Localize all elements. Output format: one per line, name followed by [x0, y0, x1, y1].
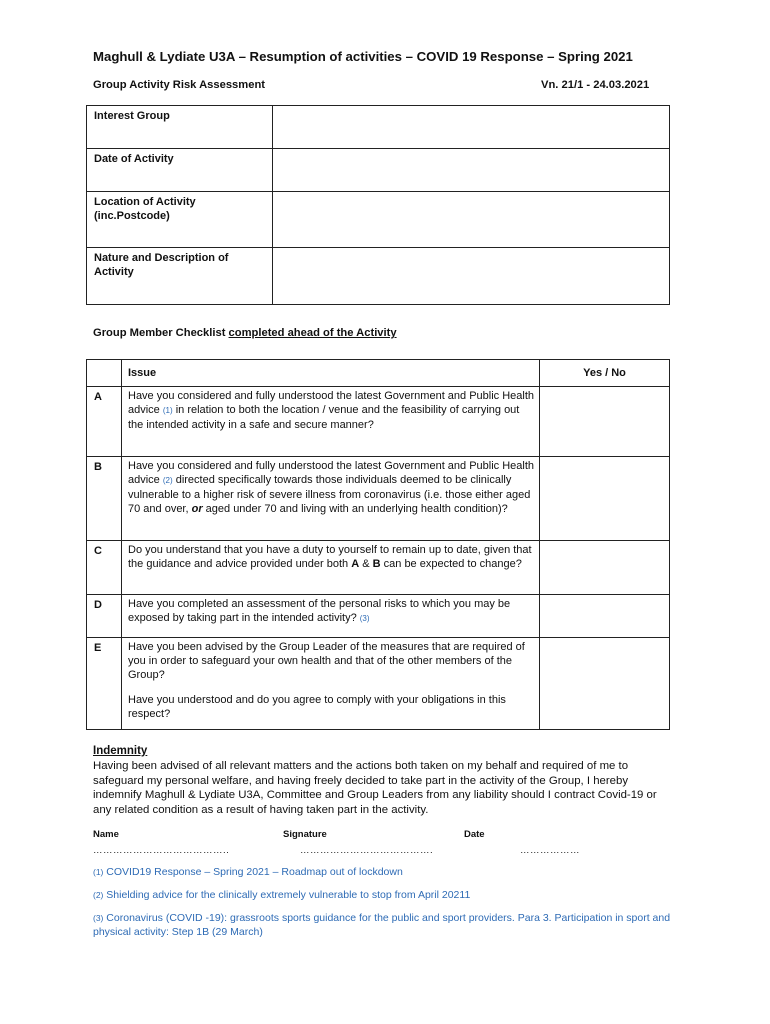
bold-a: A: [351, 558, 360, 570]
activity-info-table: [86, 105, 670, 305]
checklist-row-e: [87, 638, 670, 730]
checklist-row-b: [87, 457, 670, 541]
ampersand: &: [359, 558, 373, 570]
location-field[interactable]: [273, 192, 670, 248]
footnote-number: (1): [93, 867, 104, 877]
interest-group-label: Interest Group: [87, 106, 273, 149]
question-text: aged under 70 and living with an underlying health condition)?: [202, 503, 508, 515]
question-text: Have you considered and fully understood the latest Government and Public Health advice: [128, 460, 535, 486]
indemnity-title: Indemnity: [93, 745, 148, 757]
question-text: Do you understand that you have a duty to yourself to remain up to date, given that the guidance and advice provided under both: [128, 544, 532, 570]
signature-label: Signature: [283, 829, 327, 840]
row-letter: C: [87, 541, 122, 595]
signature-line[interactable]: ………………………………….: [300, 845, 434, 856]
form-subtitle: Group Activity Risk Assessment: [93, 79, 266, 91]
indemnity-text: Having been advised of all relevant matters and the actions both taken on my behalf and required of me to safeguard my personal welfare, and having freely decided to take part in the activity of the Group, I hereby indemnify Maghull & Lydiate U3A, Committee and Group Leaders from any liability should I contract Covid-19 or any related condition as a result of having taken part in the activity.: [93, 760, 657, 816]
answer-cell-b[interactable]: [540, 457, 670, 541]
checklist-heading-prefix: Group Member Checklist: [93, 327, 229, 339]
location-label: Location of Activity (inc.Postcode): [87, 192, 273, 248]
row-question: [122, 387, 540, 457]
checklist-row-c: [87, 541, 670, 595]
answer-cell-c[interactable]: [540, 541, 670, 595]
footnote-text: COVID19 Response – Spring 2021 – Roadmap out of lockdown: [103, 866, 403, 878]
page-title: Maghull & Lydiate U3A – Resumption of activities – COVID 19 Response – Spring 2021: [93, 49, 633, 64]
footnote-ref: (3): [359, 614, 370, 623]
yes-no-header: Yes / No: [540, 360, 670, 387]
date-of-activity-field[interactable]: [273, 149, 670, 192]
checklist-row-a: [87, 387, 670, 457]
footnote-3[interactable]: [93, 911, 683, 939]
version-label: Vn. 21/1 - 24.03.2021: [541, 79, 650, 91]
checklist-row-d: [87, 595, 670, 638]
question-text: Have you considered and fully understood the latest Government and Public Health advice: [128, 390, 535, 416]
footnote-text: Coronavirus (COVID -19): grassroots sports guidance for the public and sport providers. Para 3. Participation in sport and physical activity: Step 1B (29 March): [93, 912, 671, 938]
footnote-ref: (2): [162, 476, 173, 485]
question-text: Have you completed an assessment of the personal risks to which you may be exposed by taking part in the intended activity?: [128, 598, 511, 624]
checklist-heading-underlined: completed ahead of the Activity: [228, 327, 397, 339]
date-label: Date: [464, 829, 485, 840]
footnote-ref: (1): [162, 406, 173, 415]
name-line[interactable]: …………………………………..: [93, 845, 230, 856]
nature-description-label: Nature and Description of Activity: [87, 248, 273, 305]
question-text: directed specifically towards those individuals deemed to be clinically vulnerable to a higher risk of severe illness from coronavirus (i.e. those either aged 70 and over,: [128, 474, 531, 515]
interest-group-field[interactable]: [273, 106, 670, 149]
row-letter: A: [87, 387, 122, 457]
bold-b: B: [372, 558, 381, 570]
question-text: Have you understood and do you agree to comply with your obligations in this respect?: [128, 694, 506, 720]
question-text: in relation to both the location / venue and the feasibility of carrying out the intended activity in a safe and secure manner?: [128, 404, 520, 431]
answer-cell-e[interactable]: [540, 638, 670, 730]
footnote-1[interactable]: [93, 865, 683, 879]
footnote-text: Shielding advice for the clinically extremely vulnerable to stop from April 20211: [103, 889, 471, 901]
nature-description-field[interactable]: [273, 248, 670, 305]
row-letter: B: [87, 457, 122, 541]
question-text: Have you been advised by the Group Leader of the measures that are required of you in order to safeguard your own health and that of the other members of the Group?: [128, 641, 525, 681]
issue-header: Issue: [122, 360, 540, 387]
member-checklist-table: [86, 359, 670, 730]
footnote-number: (3): [93, 913, 104, 923]
checklist-heading: [93, 327, 397, 339]
name-label: Name: [93, 829, 119, 840]
question-text: can be expected to change?: [380, 558, 522, 570]
row-question: [122, 541, 540, 595]
footnote-number: (2): [93, 890, 104, 900]
row-letter: E: [87, 638, 122, 730]
letter-header: [87, 360, 122, 387]
footnote-2[interactable]: [93, 888, 683, 902]
emphasis-or: or: [191, 503, 203, 515]
date-line[interactable]: ………………: [520, 845, 580, 856]
row-letter: D: [87, 595, 122, 638]
row-question: [122, 595, 540, 638]
answer-cell-d[interactable]: [540, 595, 670, 638]
date-of-activity-label: Date of Activity: [87, 149, 273, 192]
row-question: [122, 457, 540, 541]
answer-cell-a[interactable]: [540, 387, 670, 457]
row-question: [122, 638, 540, 730]
